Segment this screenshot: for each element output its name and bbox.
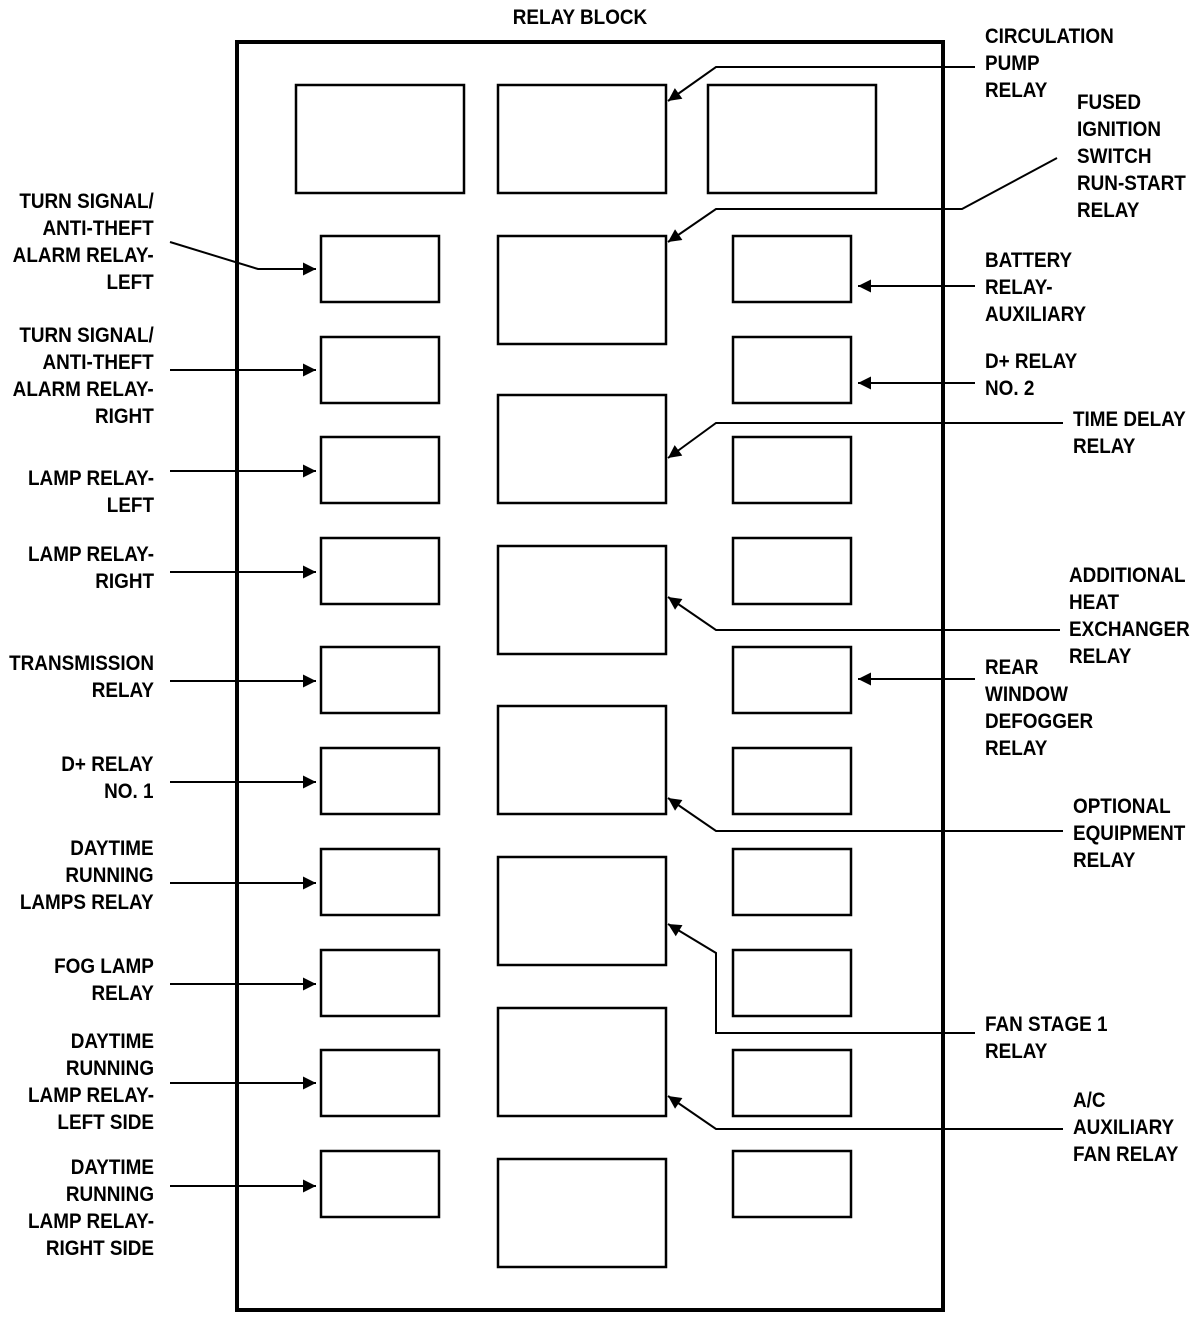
label-transmission [9, 650, 154, 704]
relay-slot-fog-lamp [321, 950, 439, 1016]
relay-slot-d-plus-1 [321, 748, 439, 814]
label-line: LAMP RELAY- [27, 1210, 154, 1233]
relay-slot-optional-equipment [498, 706, 666, 814]
relay-slot-daytime-running-lamps [321, 849, 439, 915]
label-line: DAYTIME [70, 837, 154, 860]
label-line: RIGHT [95, 405, 154, 428]
label-line: FUSED [1077, 91, 1142, 114]
label-lamp-right [28, 541, 154, 595]
label-line: DAYTIME [70, 1156, 154, 1179]
relay-slot-rear-window-defogger [733, 647, 851, 713]
label-line: RELAY [91, 679, 154, 702]
leader-optional-equipment [668, 798, 1063, 831]
label-drl-left-side [28, 1028, 154, 1136]
label-ac-auxiliary-fan [1073, 1087, 1178, 1168]
label-line: RELAY [1069, 645, 1132, 668]
relay-block-title [490, 4, 670, 31]
relay-slot-fused-ignition [498, 236, 666, 344]
label-line: RELAY [985, 1040, 1048, 1063]
relay-slot-right-9 [733, 1050, 851, 1116]
label-line: ALARM RELAY- [12, 244, 154, 267]
label-line: EXCHANGER [1069, 618, 1190, 641]
label-line: AUXILIARY [985, 303, 1087, 326]
relay-slot-turn-signal-right [321, 337, 439, 403]
label-line: DAYTIME [70, 1030, 154, 1053]
label-line: EQUIPMENT [1073, 822, 1186, 845]
relay-slot-turn-signal-left [321, 236, 439, 302]
label-line: ALARM RELAY- [12, 378, 154, 401]
relay-slot-right-4 [733, 538, 851, 604]
label-line: IGNITION [1077, 118, 1162, 141]
relay-slot-top-left [296, 85, 464, 193]
label-line: LEFT SIDE [57, 1111, 154, 1134]
label-fog-lamp [54, 953, 154, 1007]
label-line: NO. 1 [104, 780, 154, 803]
leader-turn-signal-left [170, 242, 316, 269]
relay-slot-top-right [708, 85, 876, 193]
relay-slot-additional-heat-exchanger [498, 546, 666, 654]
leader-time-delay [668, 423, 1063, 458]
relay-slot-d-plus-2 [733, 337, 851, 403]
relay-slot-ac-auxiliary-fan [498, 1008, 666, 1116]
label-line: LAMP RELAY- [27, 467, 154, 490]
label-line: RELAY [1073, 849, 1136, 872]
label-line: RUNNING [65, 1057, 154, 1080]
label-line: RIGHT SIDE [45, 1237, 154, 1260]
relay-slot-right-3 [733, 437, 851, 503]
label-line: BATTERY [985, 249, 1073, 272]
label-line: ANTI-THEFT [42, 351, 154, 374]
label-line: TIME DELAY [1073, 408, 1186, 431]
relay-slot-right-7 [733, 849, 851, 915]
leader-additional-heat-exchanger [668, 597, 1060, 630]
label-turn-signal-left [13, 188, 154, 296]
leader-ac-auxiliary-fan [668, 1096, 1063, 1129]
label-line: LEFT [106, 494, 154, 517]
label-line: RUNNING [65, 864, 154, 887]
relay-slot-circulation-pump [498, 85, 666, 193]
label-line: AUXILIARY [1073, 1116, 1175, 1139]
label-optional-equipment [1073, 793, 1185, 874]
label-line: RELAY [1073, 435, 1136, 458]
label-line: LEFT [106, 271, 154, 294]
label-line: PUMP [985, 52, 1040, 75]
label-line: REAR [985, 656, 1039, 679]
label-line: OPTIONAL [1073, 795, 1171, 818]
label-line: ANTI-THEFT [42, 217, 154, 240]
label-battery-auxiliary [985, 247, 1086, 328]
relay-slot-fan-stage-1 [498, 857, 666, 965]
label-daytime-running-lamps [20, 835, 154, 916]
relay-slot-right-6 [733, 748, 851, 814]
label-line: FAN STAGE 1 [985, 1013, 1108, 1036]
label-line: FOG LAMP [54, 955, 154, 978]
label-line: RELAY [1077, 199, 1140, 222]
label-fan-stage-1 [985, 1011, 1108, 1065]
label-lamp-left [28, 465, 154, 519]
label-d-plus-1 [62, 751, 154, 805]
relay-slot-lamp-left [321, 437, 439, 503]
label-line: D+ RELAY [61, 753, 154, 776]
relay-slot-transmission [321, 647, 439, 713]
label-rear-window-defogger [985, 654, 1093, 762]
label-line: HEAT [1069, 591, 1120, 614]
relay-slot-right-8 [733, 950, 851, 1016]
relay-slot-drl-left-side [321, 1050, 439, 1116]
relay-slot-battery-auxiliary [733, 236, 851, 302]
label-line: TURN SIGNAL/ [19, 324, 155, 347]
label-line: SWITCH [1077, 145, 1152, 168]
label-time-delay [1073, 406, 1186, 460]
label-line: RELAY [91, 982, 154, 1005]
label-fused-ignition [1077, 89, 1186, 224]
label-line: RELAY [985, 737, 1048, 760]
title-text: RELAY BLOCK [512, 6, 648, 29]
label-line: RIGHT [95, 570, 154, 593]
label-line: FAN RELAY [1073, 1143, 1179, 1166]
label-line: A/C [1073, 1089, 1106, 1112]
label-line: DEFOGGER [985, 710, 1094, 733]
label-line: TRANSMISSION [9, 652, 154, 675]
relay-slot-right-10 [733, 1151, 851, 1217]
label-line: ADDITIONAL [1069, 564, 1186, 587]
label-d-plus-2 [985, 348, 1077, 402]
label-line: RELAY- [985, 276, 1053, 299]
relay-slot-lamp-right [321, 538, 439, 604]
label-line: RELAY [985, 79, 1048, 102]
label-line: LAMP RELAY- [27, 1084, 154, 1107]
label-drl-right-side [28, 1154, 154, 1262]
relay-slot-time-delay [498, 395, 666, 503]
label-turn-signal-right [13, 322, 154, 430]
label-line: LAMPS RELAY [20, 891, 154, 914]
label-line: LAMP RELAY- [27, 543, 154, 566]
label-line: D+ RELAY [985, 350, 1078, 373]
relay-slot-drl-right-side [321, 1151, 439, 1217]
relay-slot-middle-bottom [498, 1159, 666, 1267]
label-line: RUNNING [65, 1183, 154, 1206]
label-line: CIRCULATION [985, 25, 1114, 48]
label-line: WINDOW [985, 683, 1068, 706]
label-line: TURN SIGNAL/ [19, 190, 155, 213]
label-line: NO. 2 [985, 377, 1035, 400]
label-line: RUN-START [1077, 172, 1186, 195]
